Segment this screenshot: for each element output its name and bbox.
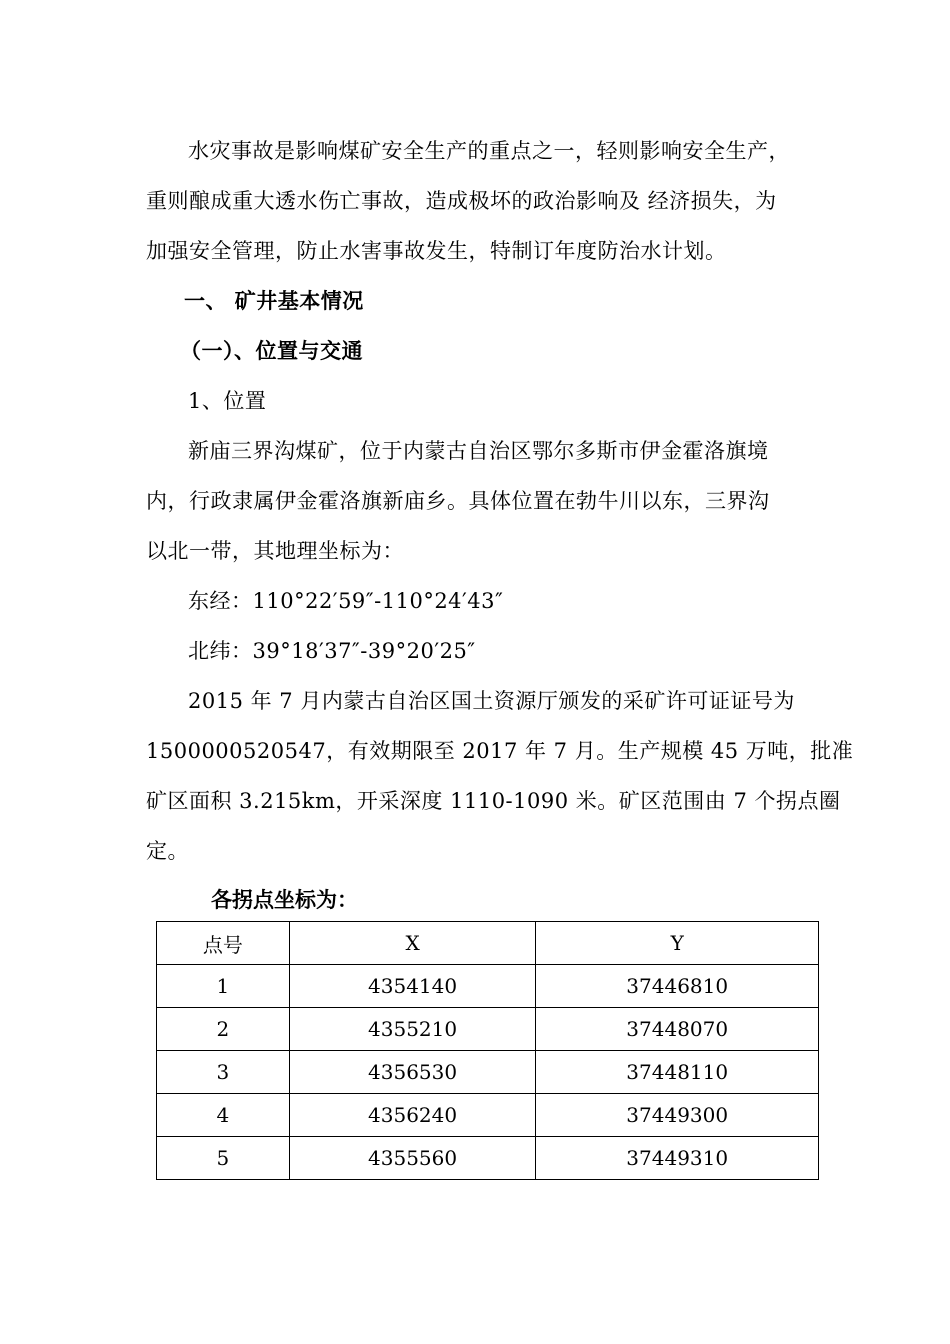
table-title: 各拐点坐标为： [211,887,358,912]
cell-point-number: 5 [157,1137,290,1180]
intro-line-3: 加强安全管理，防止水害事故发生，特制订年度防治水计划。 [146,239,727,263]
location-line-2: 内，行政隶属伊金霍洛旗新庙乡。具体位置在勃牛川以东，三界沟 [146,489,770,513]
permit-line-4: 定。 [146,839,189,863]
permit-line-1: 2015 年 7 月内蒙古自治区国土资源厅颁发的采矿许可证证号为 [188,689,795,713]
cell-x: 4356530 [289,1051,536,1094]
header-point-number: 点号 [157,922,290,965]
cell-y: 37449310 [536,1137,819,1180]
cell-point-number: 3 [157,1051,290,1094]
cell-x: 4355560 [289,1137,536,1180]
cell-x: 4356240 [289,1094,536,1137]
cell-x: 4354140 [289,965,536,1008]
cell-y: 37448070 [536,1008,819,1051]
cell-y: 37446810 [536,965,819,1008]
coordinates-table [156,921,819,1180]
cell-y: 37448110 [536,1051,819,1094]
longitude-text: 东经：110°22′59″-110°24′43″ [188,589,504,613]
table-row [157,1008,819,1051]
permit-line-3: 矿区面积 3.215km，开采深度 1110-1090 米。矿区范围由 7 个拐点圈 [146,789,841,813]
cell-y: 37449300 [536,1094,819,1137]
intro-line-1: 水灾事故是影响煤矿安全生产的重点之一，轻则影响安全生产， [188,139,790,163]
cell-point-number: 2 [157,1008,290,1051]
table-row [157,965,819,1008]
permit-line-2: 1500000520547，有效期限至 2017 年 7 月。生产规模 45 万吨，批准 [146,739,854,763]
table-row [157,1137,819,1180]
intro-line-2: 重则酿成重大透水伤亡事故，造成极坏的政治影响及 经济损失，为 [146,189,777,213]
item-heading: 1、位置 [188,389,267,413]
latitude-text: 北纬：39°18′37″-39°20′25″ [188,639,476,663]
table-row [157,1051,819,1094]
section-heading: 一、 矿井基本情况 [184,288,364,313]
cell-x: 4355210 [289,1008,536,1051]
location-line-3: 以北一带，其地理坐标为： [146,539,404,563]
cell-point-number: 4 [157,1094,290,1137]
table-row [157,1094,819,1137]
table-header-row [157,922,819,965]
cell-point-number: 1 [157,965,290,1008]
header-y: Y [536,922,819,965]
location-line-1: 新庙三界沟煤矿，位于内蒙古自治区鄂尔多斯市伊金霍洛旗境 [188,439,769,463]
sub-heading: （一）、位置与交通 [180,338,363,363]
header-x: X [289,922,536,965]
